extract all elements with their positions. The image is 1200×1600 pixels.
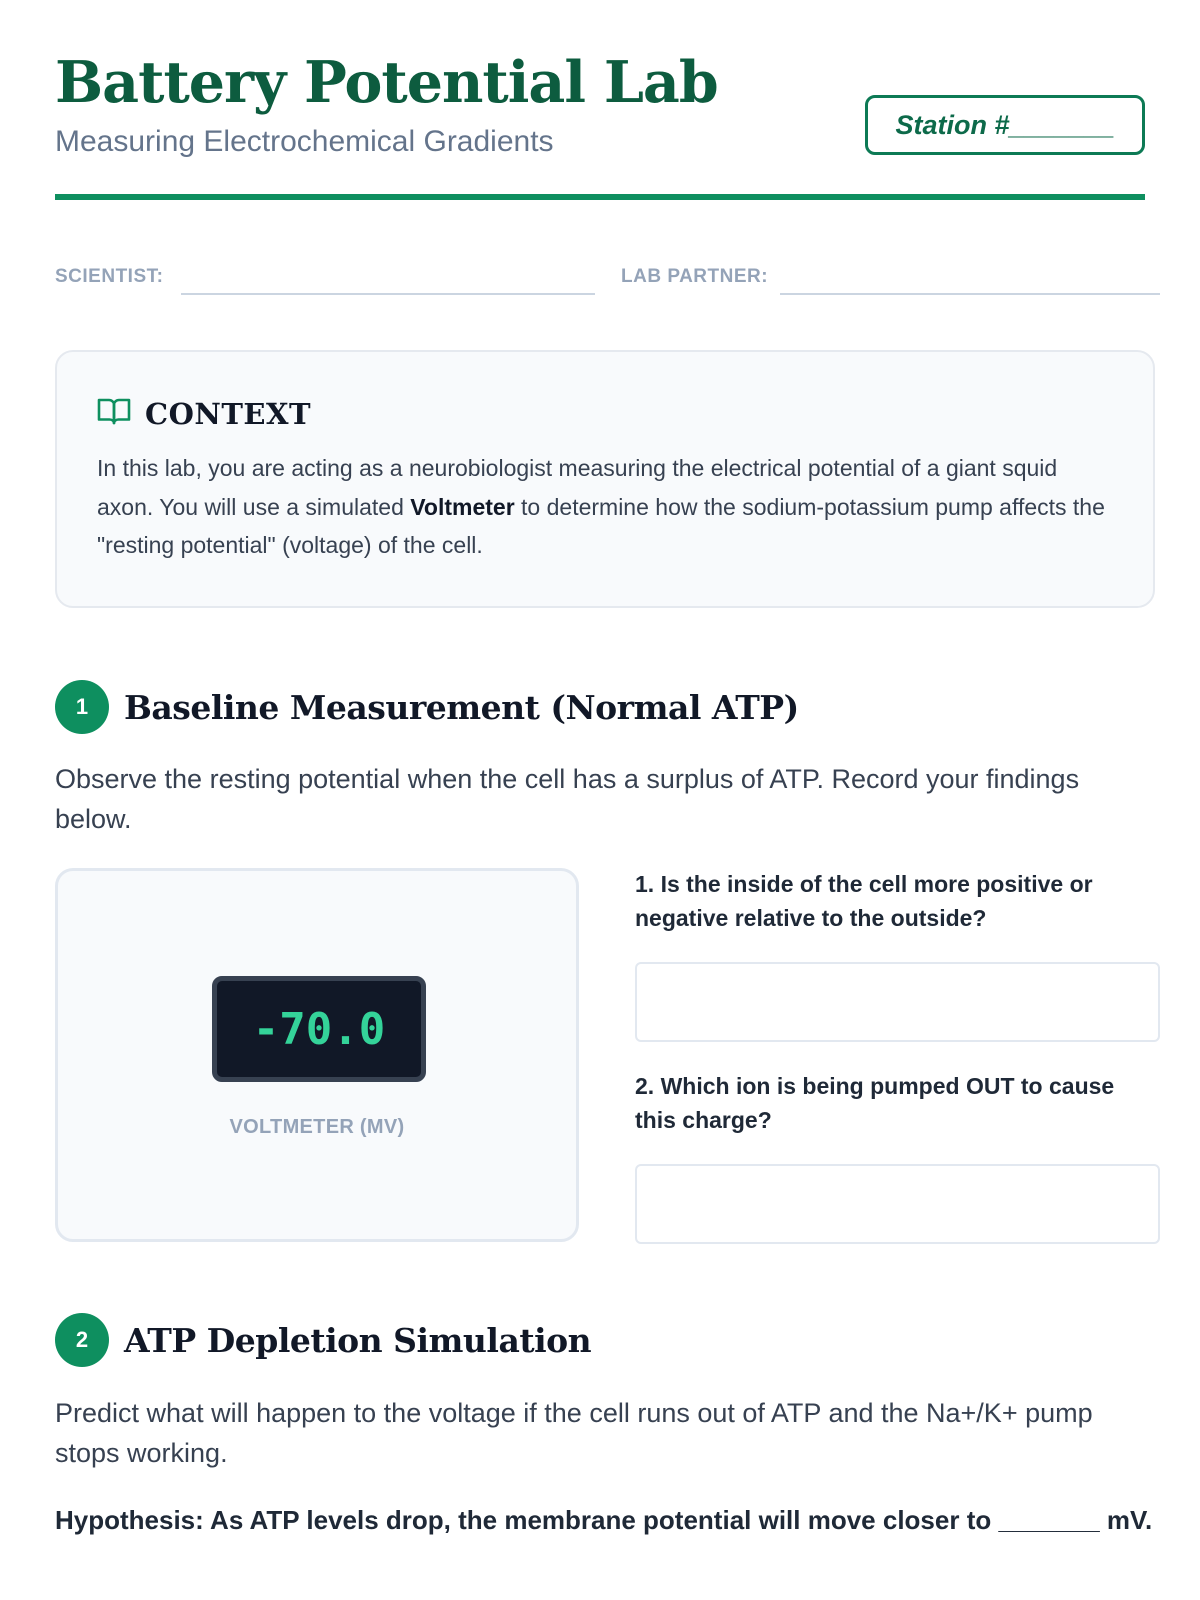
- lab-partner-name-field[interactable]: [780, 293, 1160, 295]
- voltmeter-emphasis: Voltmeter: [410, 493, 515, 520]
- voltmeter-display: -70.0: [212, 976, 426, 1082]
- answer-2-field[interactable]: [635, 1164, 1160, 1244]
- question-2: 2. Which ion is being pumped OUT to cause this charge?: [635, 1073, 1115, 1133]
- header-divider: [55, 194, 1145, 200]
- context-header: [97, 396, 1113, 431]
- voltmeter-label: VOLTMETER (MV): [229, 1116, 405, 1138]
- page-title: Battery Potential Lab: [55, 49, 718, 116]
- section-1-title: Baseline Measurement (Normal ATP): [124, 687, 799, 727]
- section-2-description: Predict what will happen to the voltage if the cell runs out of ATP and the Na+/K+ pump stops working.: [55, 1398, 1093, 1468]
- context-title: CONTEXT: [145, 396, 312, 431]
- station-number-field[interactable]: [865, 95, 1145, 155]
- page-header: [55, 0, 1145, 200]
- scientist-name-field[interactable]: [181, 293, 595, 295]
- question-1: 1. Is the inside of the cell more positive or negative relative to the outside?: [635, 871, 1093, 931]
- answer-1-field[interactable]: [635, 962, 1160, 1042]
- lab-partner-label: LAB PARTNER:: [621, 266, 769, 287]
- section-1-description: Observe the resting potential when the cell has a surplus of ATP. Record your findings below.: [55, 764, 1080, 834]
- step-badge-2: 2: [55, 1313, 109, 1367]
- section-2-heading: [55, 1313, 591, 1367]
- section-2-title: ATP Depletion Simulation: [124, 1320, 592, 1360]
- scientist-label: SCIENTIST:: [55, 266, 164, 287]
- context-box: [55, 350, 1155, 608]
- page-subtitle: Measuring Electrochemical Gradients: [55, 125, 554, 158]
- step-badge-1: 1: [55, 680, 109, 734]
- section-1-heading: [55, 680, 799, 734]
- context-text: In this lab, you are acting as a neurobiologist measuring the electrical potential of a giant squid axon. You will use a simulated Voltmeter to determine how the sodium-potassium pump affects the "resting potential" (voltage) of the cell.: [97, 455, 1105, 558]
- hypothesis-statement: Hypothesis: As ATP levels drop, the membrane potential will move closer to _______ mV.: [55, 1505, 1153, 1535]
- station-label: Station #_______: [895, 109, 1115, 140]
- voltmeter-panel: [55, 868, 579, 1242]
- book-icon: [97, 396, 145, 431]
